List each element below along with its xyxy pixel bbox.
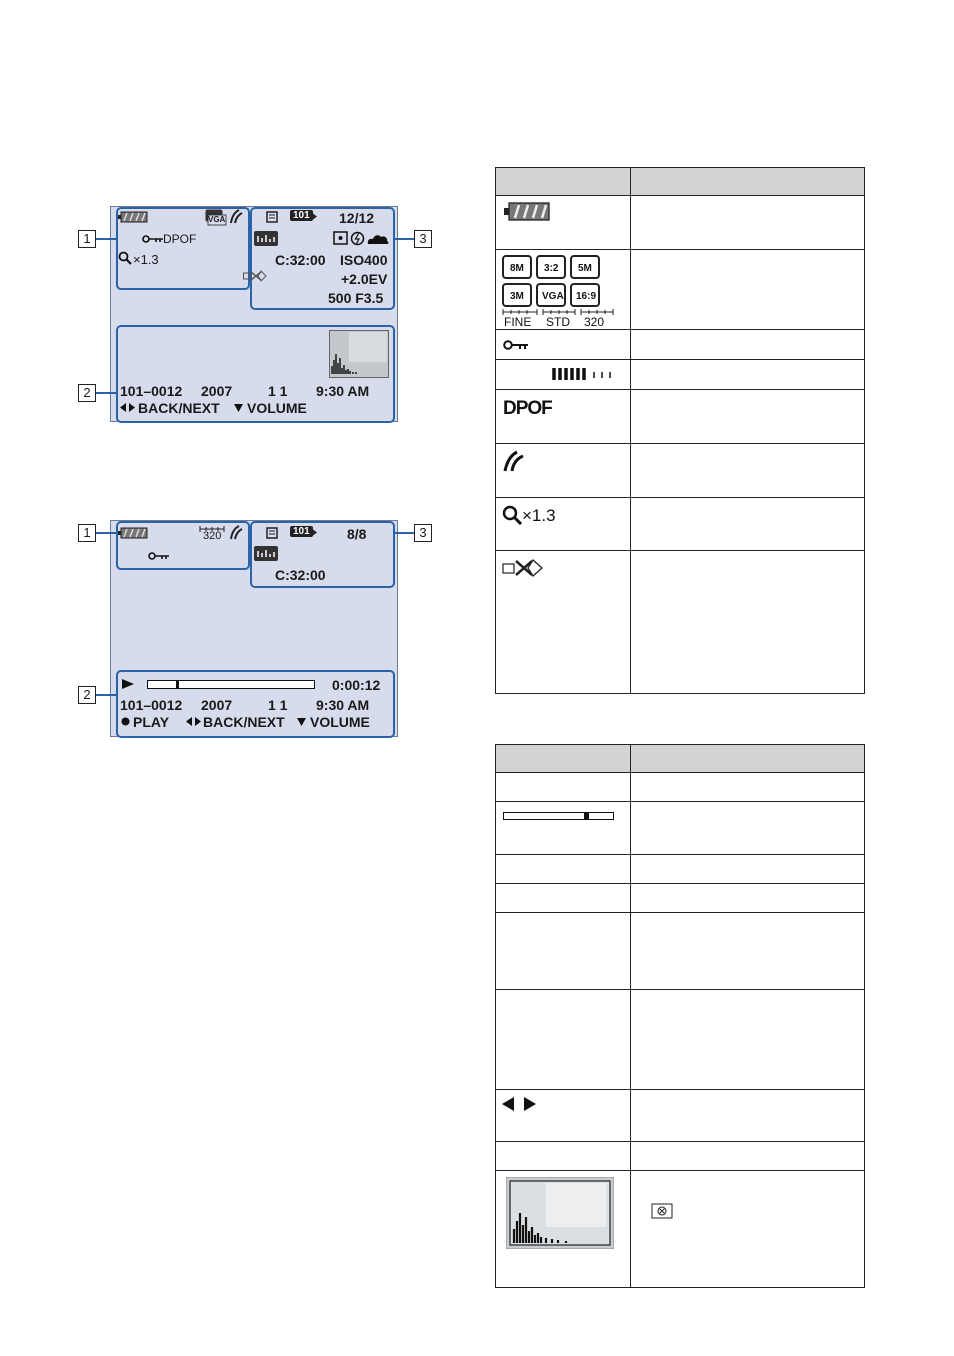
histogram-icon	[506, 1177, 614, 1249]
size-icon-5m: 5M	[570, 255, 600, 279]
table1-icon-cell	[496, 330, 631, 360]
image-size-icons	[502, 255, 627, 329]
image-size-label: VGA	[208, 215, 226, 224]
table1-icon-cell	[496, 444, 631, 498]
movie-recorded-date-year: 2007	[201, 697, 233, 713]
movie-protect-network-icon	[229, 525, 243, 540]
recorded-time: 9:30 AM	[316, 383, 370, 399]
table2-desc-cell	[631, 990, 865, 1090]
movie-file-number: 101–0012	[120, 697, 183, 713]
table1-icon-cell	[496, 498, 631, 551]
table2-icon-cell	[496, 1171, 631, 1288]
table2-desc-cell	[631, 884, 865, 913]
exposure-value: +2.0EV	[341, 271, 388, 287]
movie-recorded-time: 9:30 AM	[316, 697, 370, 713]
table2-header-col1	[496, 745, 631, 773]
table2-desc-cell	[631, 773, 865, 802]
zoom-scale-text: ×1.3	[522, 506, 556, 525]
table-row	[496, 250, 865, 330]
table2-icon-cell	[496, 913, 631, 990]
dpof-mark: DPOF	[163, 232, 197, 246]
ae-lock-icon	[651, 1203, 673, 1219]
callout-1-leader	[96, 238, 116, 240]
table-row	[496, 360, 865, 390]
table1-icon-cell	[496, 360, 631, 390]
table-row	[496, 498, 865, 551]
table-row	[496, 1171, 865, 1288]
table1-desc-cell	[631, 498, 865, 551]
movie-callout-1-leader	[96, 532, 116, 534]
table-row	[496, 196, 865, 250]
progress-marker	[176, 680, 179, 689]
movie-callout-2: 2	[78, 686, 96, 704]
size-icon-8m: 8M	[502, 255, 532, 279]
movie-icon-320: 320	[580, 309, 614, 329]
size-icon-vga: VGA	[536, 283, 566, 307]
down-arrow-icon	[234, 404, 243, 412]
callout-2: 2	[78, 384, 96, 402]
back-next-label: BACK/NEXT	[138, 400, 220, 416]
folder-arrow-icon	[311, 212, 317, 221]
table1-desc-cell	[631, 250, 865, 330]
play-icon	[122, 679, 134, 689]
indicator-table-2	[495, 744, 865, 1288]
table1-desc-cell	[631, 196, 865, 250]
play-dot-icon	[121, 717, 130, 726]
movie-icon-std: STD	[542, 309, 576, 329]
dpof-icon: DPOF	[503, 398, 552, 419]
movie-callout-3: 3	[414, 524, 432, 542]
play-label: PLAY	[133, 714, 170, 730]
metering-icon	[333, 231, 348, 245]
pictbridge-connecting-icon	[502, 558, 548, 578]
table1-desc-cell	[631, 330, 865, 360]
table1-header-col2	[631, 168, 865, 196]
protect-network-icon	[229, 209, 243, 224]
table-row	[496, 990, 865, 1090]
movie-memory-card-icon	[265, 527, 279, 539]
movie-folder-arrow-icon	[311, 528, 317, 537]
zoom-icon	[502, 505, 522, 525]
protect-key-icon	[142, 235, 164, 243]
callout-1: 1	[78, 230, 96, 248]
shutter-aperture: 500 F3.5	[328, 290, 384, 306]
table2-icon-cell	[496, 855, 631, 884]
movie-recorded-date-day: 1 1	[268, 697, 288, 713]
histogram	[329, 330, 389, 378]
recorded-date-year: 2007	[201, 383, 233, 399]
battery-icon	[118, 211, 148, 223]
table1-desc-cell	[631, 444, 865, 498]
indicator-table-1	[495, 167, 865, 694]
table2-desc-cell	[631, 913, 865, 990]
movie-image-count: 8/8	[347, 526, 367, 542]
recorded-date-day: 1 1	[268, 383, 288, 399]
table2-desc-cell	[631, 1090, 865, 1142]
table1-icon-cell	[496, 250, 631, 330]
battery-remaining-icon	[504, 202, 550, 222]
memory-card-icon	[265, 211, 279, 223]
table1-desc-cell	[631, 551, 865, 694]
table-row	[496, 551, 865, 694]
playback-folder-icon	[254, 231, 278, 246]
image-count: 12/12	[339, 210, 375, 226]
movie-recordable-time: C:32:00	[275, 567, 326, 583]
volume-level-icon	[552, 368, 614, 380]
iso-value: ISO400	[340, 252, 388, 268]
table2-icon-cell	[496, 1090, 631, 1142]
table-row	[496, 884, 865, 913]
size-icon-3-2: 3:2	[536, 255, 566, 279]
recordable-time: C:32:00	[275, 252, 326, 268]
table2-icon-cell	[496, 802, 631, 855]
pictbridge-icon	[243, 270, 267, 282]
movie-playback-folder-icon	[254, 546, 278, 561]
white-balance-cloudy-icon	[366, 231, 390, 245]
table2-desc-cell	[631, 1142, 865, 1171]
movie-left-right-arrows-icon	[186, 717, 201, 726]
file-number: 101–0012	[120, 383, 183, 399]
table-row	[496, 330, 865, 360]
left-right-arrows-icon	[120, 403, 135, 412]
table1-icon-cell	[496, 390, 631, 444]
playback-bar-icon	[503, 812, 614, 820]
table2-icon-cell	[496, 1142, 631, 1171]
table1-header-col1	[496, 168, 631, 196]
movie-callout-2-leader	[96, 694, 116, 696]
size-icon-3m: 3M	[502, 283, 532, 307]
playback-bar-marker	[584, 812, 589, 820]
movie-protect-key-icon	[148, 552, 170, 560]
table2-header-col2	[631, 745, 865, 773]
table2-desc-cell	[631, 855, 865, 884]
table-row	[496, 1142, 865, 1171]
table-row	[496, 390, 865, 444]
table2-icon-cell	[496, 990, 631, 1090]
table2-icon-cell	[496, 884, 631, 913]
callout-3: 3	[414, 230, 432, 248]
movie-callout-3-leader	[393, 532, 414, 534]
zoom-scale: ×1.3	[133, 252, 159, 267]
movie-callout-1: 1	[78, 524, 96, 542]
network-protect-icon	[503, 450, 525, 472]
movie-battery-icon	[118, 527, 148, 539]
flash-off-icon	[350, 231, 365, 246]
table-row	[496, 1090, 865, 1142]
table2-icon-cell	[496, 773, 631, 802]
table1-desc-cell	[631, 390, 865, 444]
table1-icon-cell	[496, 551, 631, 694]
movie-down-arrow-icon	[297, 718, 306, 726]
playback-counter: 0:00:12	[332, 677, 381, 693]
table-row	[496, 855, 865, 884]
table-row	[496, 444, 865, 498]
size-icon-16-9: 16:9	[570, 283, 600, 307]
table1-desc-cell	[631, 360, 865, 390]
movie-icon-fine: FINE	[502, 309, 538, 329]
movie-back-next-label: BACK/NEXT	[203, 714, 285, 730]
table2-desc-cell	[631, 802, 865, 855]
playback-progress-bar	[147, 680, 315, 689]
table-row	[496, 802, 865, 855]
left-right-icon	[502, 1097, 536, 1111]
protect-icon	[503, 340, 529, 350]
callout-2-leader	[96, 392, 116, 394]
table-row	[496, 773, 865, 802]
callout-3-leader	[393, 238, 414, 240]
table2-header-row	[496, 745, 865, 773]
table2-desc-cell	[631, 1171, 865, 1288]
zoom-magnifier-icon	[118, 251, 132, 265]
movie-volume-label: VOLUME	[310, 714, 370, 730]
table-row	[496, 913, 865, 990]
volume-label: VOLUME	[247, 400, 307, 416]
table1-header-row	[496, 168, 865, 196]
movie-size-label: 320	[203, 530, 222, 542]
folder-icon: 101	[290, 210, 313, 221]
table1-icon-cell	[496, 196, 631, 250]
movie-folder-icon: 101	[290, 526, 313, 537]
